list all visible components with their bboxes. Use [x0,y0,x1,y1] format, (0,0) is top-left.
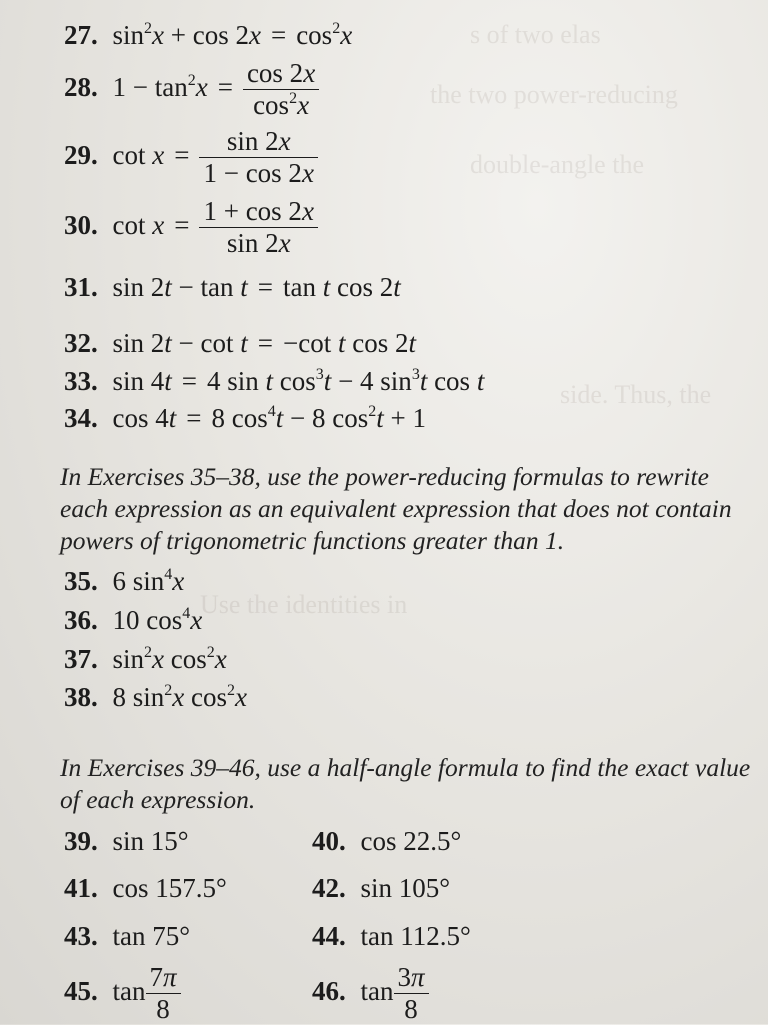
exercise-38-expression: 8 $\sin^2x$ $\cos^2x$ [112,682,247,712]
exercise-37: 37. $\sin^2x$ $\cos^2x$ [64,644,227,674]
show-through-text: double-angle the [470,150,644,179]
exercise-46-expression: tan $\frac{3\pi}{8}$ [361,976,429,1006]
exercise-39-expression: sin 15° [112,826,189,856]
exercise-31: 31. sin 2t − tan t = tan t cos 2t [64,272,401,302]
exercise-35-expression: 6 $\sin^4x$ [112,566,185,596]
exercise-42-expression: sin 105° [360,873,451,903]
exercise-29-expression: cot x = $\frac{\sin 2x}{1 - \cos 2x}$ [113,140,318,170]
exercise-33-expression: sin 4t = 4 sin t $\cos^3t - 4$ $\sin^3t$ cos t [112,366,485,396]
exercise-39: 39. sin 15° [64,826,189,856]
instruction-39-46: In Exercises 39–46, use a half-angle formula to find the exact value of each expression. [60,753,751,814]
exercise-27-expression: $\sin^2x + \cos 2x = \cos^2x$ [112,20,353,50]
exercise-28: 28. $1 - \tan^2x$ = $\frac{\cos 2x}{\cos^2x}$ [64,58,319,121]
exercise-35: 35. 6 $\sin^4x$ [64,566,185,596]
exercise-37-expression: $\sin^2x$ $\cos^2x$ [112,644,227,674]
exercise-42: 42. sin 105° [312,873,451,903]
exercise-41: 41. cos 157.5° [64,873,227,903]
exercise-34: 34. cos 4t = 8 $\cos^4t - 8$ $\cos^2t + 1$ [64,403,426,433]
exercise-44-expression: tan 112.5° [360,921,471,951]
exercise-40-expression: cos 22.5° [360,826,462,856]
show-through-text: Use the identities in [200,590,408,619]
exercise-44: 44. tan 112.5° [312,921,471,951]
exercise-40: 40. cos 22.5° [312,826,462,856]
exercise-30-expression: cot x = $\frac{1 + \cos 2x}{\sin 2x}$ [113,210,318,240]
exercise-30: 30. cot x = $\frac{1 + \cos 2x}{\sin 2x}$ [64,196,318,259]
exercise-28-expression: $1 - \tan^2x$ = $\frac{\cos 2x}{\cos^2x}$ [113,72,320,102]
show-through-text: s of two elas [470,20,601,49]
exercise-36-expression: 10 $\cos^4x$ [112,605,203,635]
exercise-36: 36. 10 $\cos^4x$ [64,605,203,635]
exercise-45-expression: tan $\frac{7\pi}{8}$ [113,976,181,1006]
exercise-29: 29. cot x = $\frac{\sin 2x}{1 - \cos 2x}$ [64,126,318,189]
show-through-text: the two power-reducing [430,80,678,109]
exercise-34-expression: cos 4t = 8 $\cos^4t - 8$ $\cos^2t + 1$ [112,403,426,433]
exercise-43-expression: tan 75° [112,921,191,951]
exercise-46: 46. tan $\frac{3\pi}{8}$ [312,962,429,1025]
exercise-43: 43. tan 75° [64,921,191,951]
exercise-32: 32. sin 2t − cot t = −cot t cos 2t [64,328,416,358]
exercise-33: 33. sin 4t = 4 sin t $\cos^3t - 4$ $\sin^3t$ cos t [64,366,485,396]
instruction-35-38: In Exercises 35–38, use the power-reducing formulas to rewrite each expression as an equivalent expression that does not contain powers of trigonometric functions greater than 1. [60,462,732,555]
exercise-31-expression: sin 2t − tan t = tan t cos 2t [112,272,401,302]
exercise-45: 45. tan $\frac{7\pi}{8}$ [64,962,181,1025]
exercise-32-expression: sin 2t − cot t = −cot t cos 2t [112,328,416,358]
exercise-38: 38. 8 $\sin^2x$ $\cos^2x$ [64,682,247,712]
show-through-text: side. Thus, the [560,380,712,409]
exercise-27: 27. $\sin^2x + \cos 2x = \cos^2x$ [64,20,353,50]
exercise-41-expression: cos 157.5° [112,873,227,903]
